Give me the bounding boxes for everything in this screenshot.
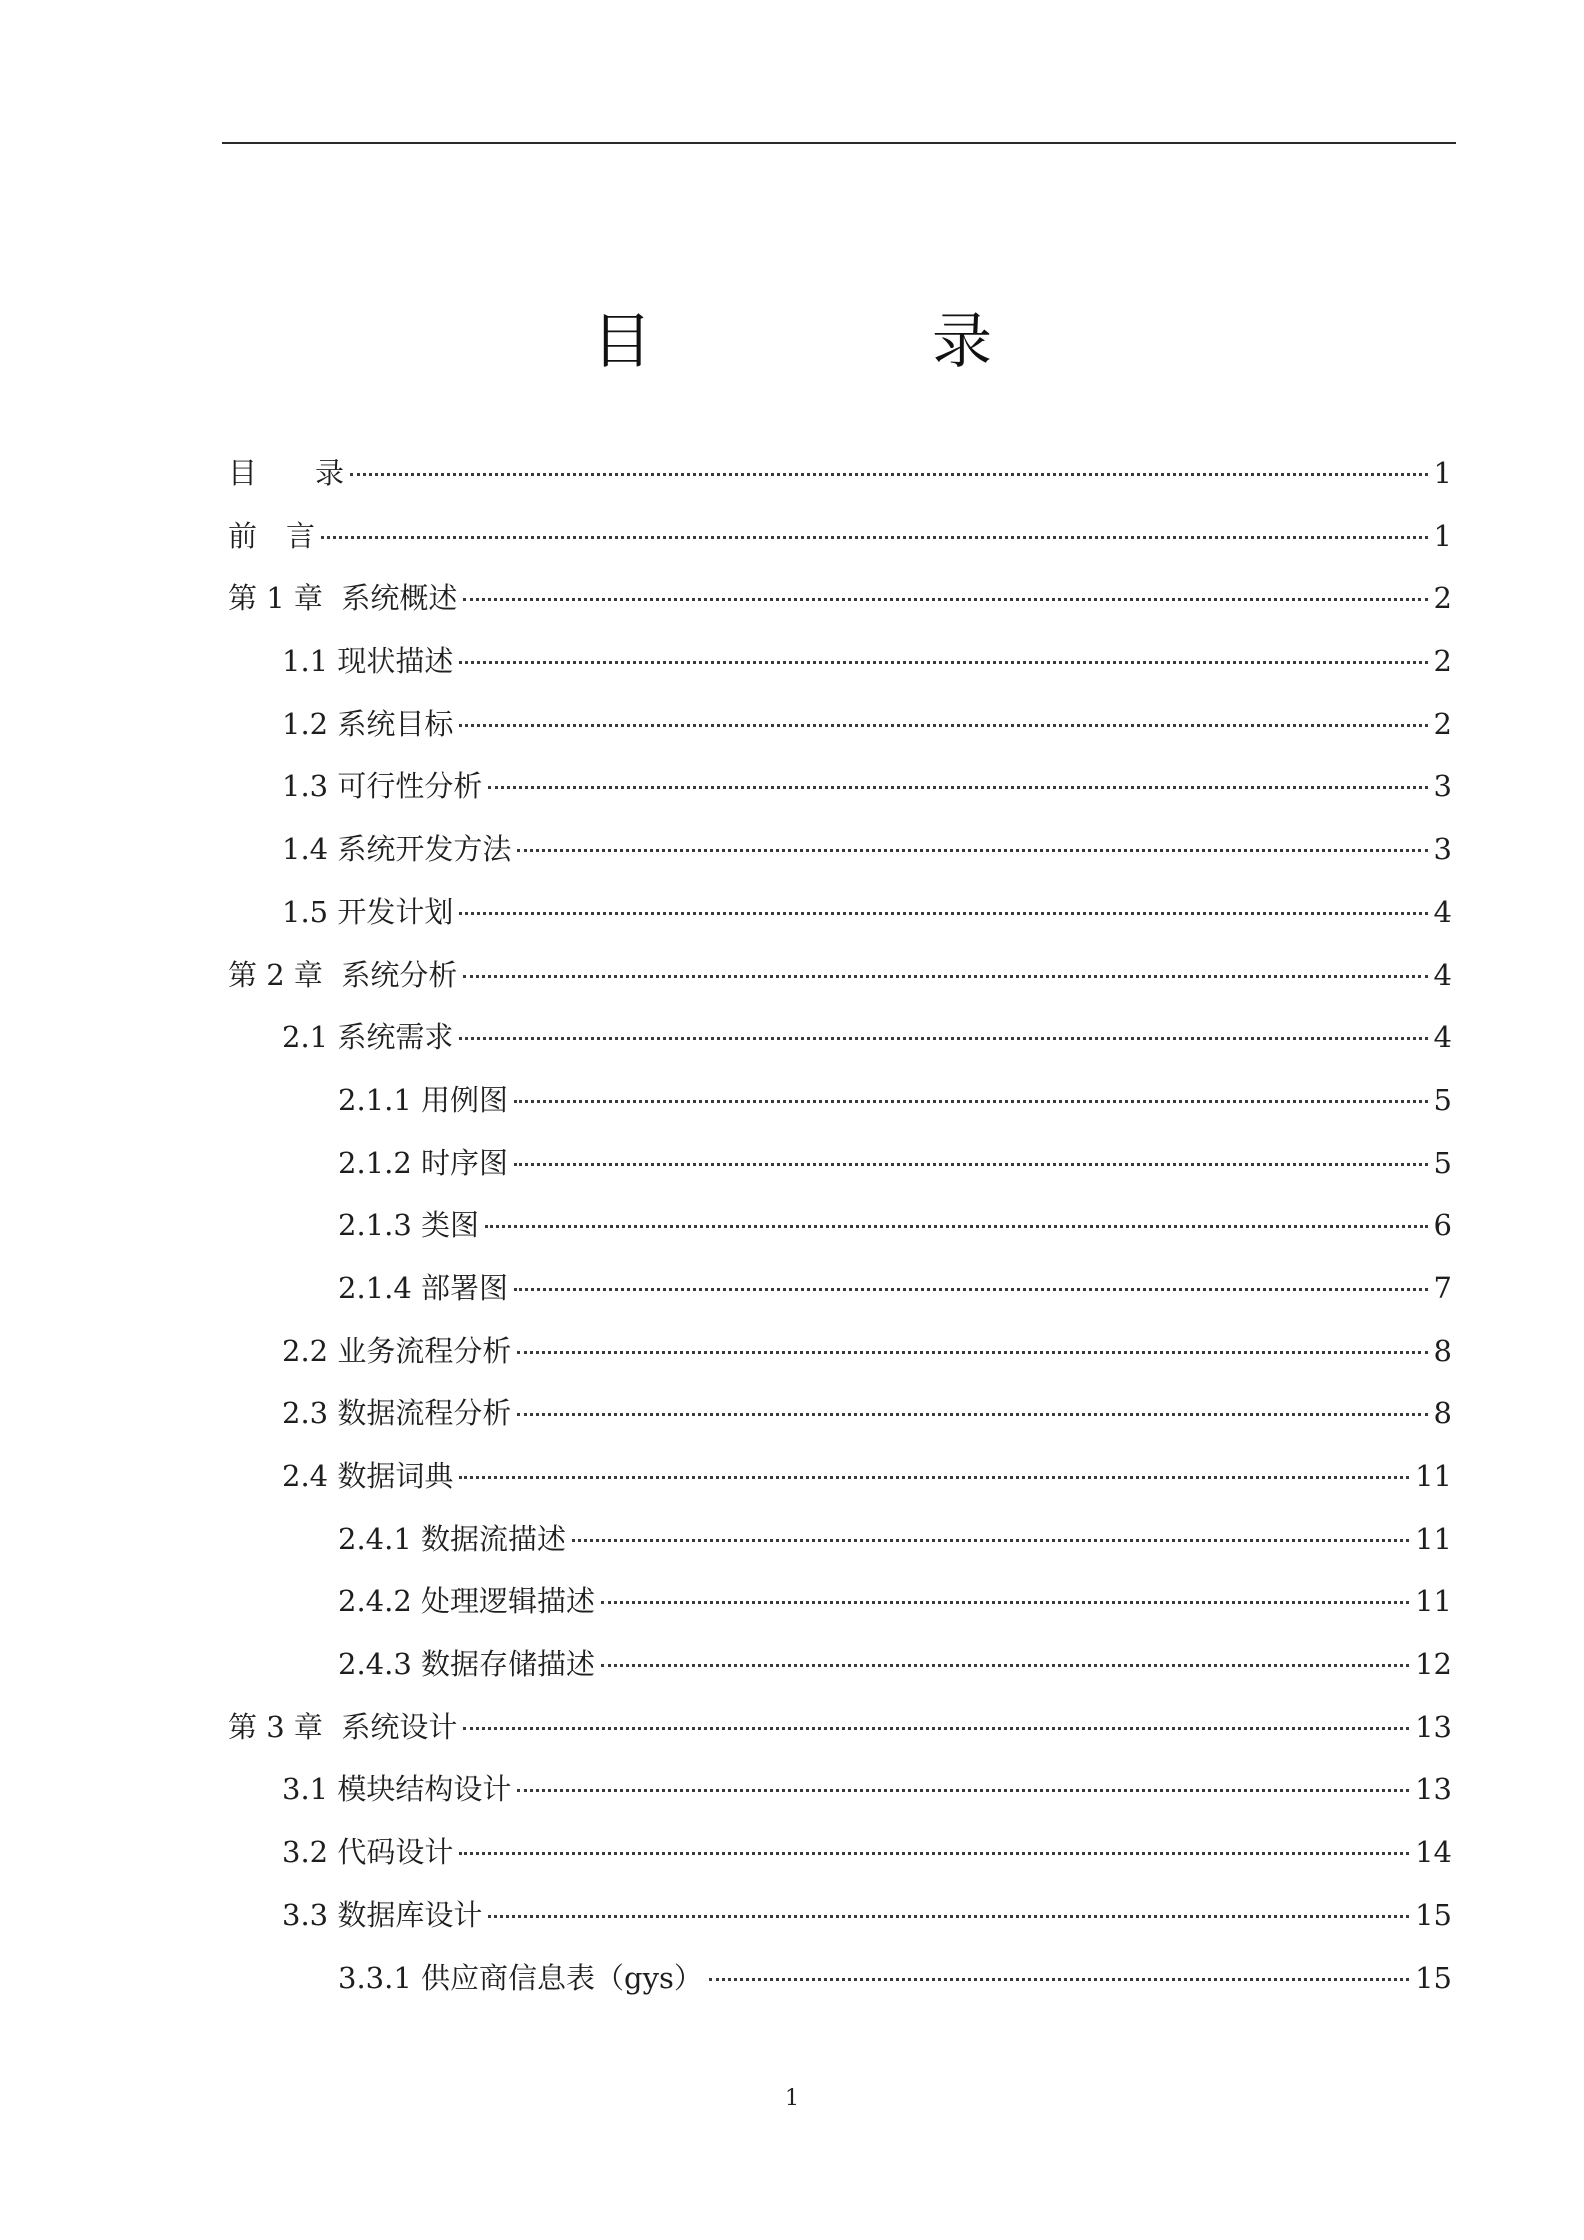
toc-entry[interactable]	[228, 567, 1452, 630]
toc-entry-page: 4	[1433, 894, 1452, 929]
toc-dot-leader	[514, 1163, 1428, 1166]
toc-entry[interactable]	[228, 1069, 1452, 1132]
toc-entry-page: 4	[1433, 1020, 1452, 1055]
toc-entry[interactable]	[228, 1382, 1452, 1445]
toc-entry[interactable]	[228, 1257, 1452, 1320]
toc-dot-leader	[572, 1539, 1409, 1542]
toc-entry-label: 目 录	[228, 456, 345, 490]
toc-dot-leader	[321, 536, 1428, 539]
toc-entry-page: 1	[1433, 456, 1452, 490]
toc-dot-leader	[459, 1852, 1409, 1855]
toc-dot-leader	[459, 1037, 1427, 1040]
toc-entry[interactable]	[228, 755, 1452, 818]
toc-entry-page: 7	[1433, 1270, 1452, 1305]
toc-entry-page: 11	[1415, 1521, 1452, 1556]
table-of-contents	[228, 442, 1452, 2009]
toc-entry-label: 2.4.2 处理逻辑描述	[338, 1584, 596, 1619]
toc-entry-label: 1.1 现状描述	[282, 644, 454, 679]
toc-dot-leader	[488, 786, 1427, 789]
toc-entry[interactable]	[228, 630, 1452, 693]
toc-dot-leader	[517, 1351, 1427, 1354]
toc-entry[interactable]	[228, 1758, 1452, 1821]
toc-entry-page: 6	[1433, 1208, 1452, 1243]
toc-entry-label: 2.3 数据流程分析	[282, 1396, 512, 1431]
toc-dot-leader	[350, 473, 1428, 476]
toc-dot-leader	[517, 1789, 1409, 1792]
toc-entry-label: 2.1.2 时序图	[338, 1145, 509, 1180]
toc-entry-label: 2.2 业务流程分析	[282, 1333, 512, 1368]
toc-entry-page: 2	[1433, 581, 1452, 616]
toc-dot-leader	[459, 661, 1427, 664]
toc-entry-label: 2.1 系统需求	[282, 1020, 454, 1055]
toc-entry-label: 2.1.4 部署图	[338, 1270, 509, 1305]
toc-entry-label: 2.4 数据词典	[282, 1459, 454, 1493]
toc-entry-page: 2	[1433, 706, 1452, 741]
toc-entry-page: 5	[1433, 1082, 1452, 1117]
toc-entry-page: 3	[1433, 832, 1452, 867]
toc-entry-label: 3.1 模块结构设计	[282, 1772, 512, 1807]
toc-dot-leader	[709, 1978, 1409, 1981]
toc-dot-leader	[459, 724, 1427, 727]
toc-dot-leader	[463, 975, 1427, 978]
toc-entry-label: 第 3 章 系统设计	[228, 1709, 458, 1744]
toc-entry[interactable]	[228, 1570, 1452, 1633]
toc-entry-page: 3	[1433, 769, 1452, 804]
toc-entry-page: 14	[1415, 1835, 1452, 1870]
toc-entry[interactable]	[228, 944, 1452, 1007]
toc-entry-page: 1	[1433, 518, 1452, 553]
toc-entry-page: 13	[1415, 1772, 1452, 1807]
toc-dot-leader	[488, 1915, 1409, 1918]
toc-entry-label: 1.4 系统开发方法	[282, 832, 512, 867]
toc-entry-label: 3.3.1 供应商信息表（gys）	[338, 1960, 703, 1995]
toc-entry-page: 8	[1433, 1396, 1452, 1431]
toc-dot-leader	[463, 598, 1427, 601]
toc-dot-leader	[517, 1413, 1427, 1416]
toc-entry-label: 1.5 开发计划	[282, 894, 454, 929]
toc-entry[interactable]	[228, 1006, 1452, 1069]
toc-dot-leader	[485, 1225, 1428, 1228]
toc-entry-label: 第 2 章 系统分析	[228, 957, 458, 992]
toc-entry-page: 11	[1415, 1459, 1452, 1493]
toc-entry-page: 11	[1415, 1584, 1452, 1619]
toc-entry-label: 2.1.3 类图	[338, 1208, 480, 1243]
toc-dot-leader	[517, 849, 1427, 852]
toc-entry[interactable]	[228, 505, 1452, 568]
toc-entry-label: 2.4.1 数据流描述	[338, 1521, 567, 1556]
toc-entry[interactable]	[228, 693, 1452, 756]
toc-entry-label: 1.2 系统目标	[282, 706, 454, 741]
toc-entry-page: 5	[1433, 1145, 1452, 1180]
toc-entry-label: 前 言	[228, 518, 316, 553]
toc-entry-label: 3.3 数据库设计	[282, 1897, 483, 1932]
toc-entry-page: 2	[1433, 644, 1452, 679]
page-number: 1	[785, 2086, 799, 2111]
toc-entry[interactable]	[228, 818, 1452, 881]
toc-entry-label: 2.1.1 用例图	[338, 1082, 509, 1117]
toc-dot-leader	[601, 1664, 1409, 1667]
toc-entry-page: 12	[1415, 1647, 1452, 1682]
toc-dot-leader	[459, 1476, 1409, 1479]
toc-dot-leader	[463, 1727, 1409, 1730]
toc-dot-leader	[514, 1288, 1428, 1291]
toc-dot-leader	[601, 1601, 1409, 1604]
toc-entry[interactable]	[228, 1884, 1452, 1947]
toc-entry-label: 1.3 可行性分析	[282, 769, 483, 804]
toc-entry[interactable]	[228, 442, 1452, 505]
toc-entry[interactable]	[228, 1320, 1452, 1383]
toc-entry-label: 第 1 章 系统概述	[228, 581, 458, 616]
toc-entry-label: 3.2 代码设计	[282, 1835, 454, 1870]
toc-entry[interactable]	[228, 1633, 1452, 1696]
toc-entry-page: 13	[1415, 1709, 1452, 1744]
toc-entry[interactable]	[228, 1445, 1452, 1508]
toc-dot-leader	[459, 912, 1427, 915]
toc-entry[interactable]	[228, 1947, 1452, 2010]
toc-entry[interactable]	[228, 1508, 1452, 1571]
toc-dot-leader	[514, 1100, 1428, 1103]
header-rule	[222, 142, 1456, 144]
toc-entry[interactable]	[228, 1194, 1452, 1257]
toc-entry[interactable]	[228, 1132, 1452, 1195]
toc-entry-page: 15	[1415, 1960, 1452, 1995]
toc-title: 目 录	[592, 307, 1102, 377]
toc-entry-page: 4	[1433, 957, 1452, 992]
toc-entry[interactable]	[228, 881, 1452, 944]
toc-entry[interactable]	[228, 1821, 1452, 1884]
toc-entry-page: 15	[1415, 1897, 1452, 1932]
toc-entry[interactable]	[228, 1696, 1452, 1759]
toc-entry-label: 2.4.3 数据存储描述	[338, 1647, 596, 1682]
toc-entry-page: 8	[1433, 1333, 1452, 1368]
